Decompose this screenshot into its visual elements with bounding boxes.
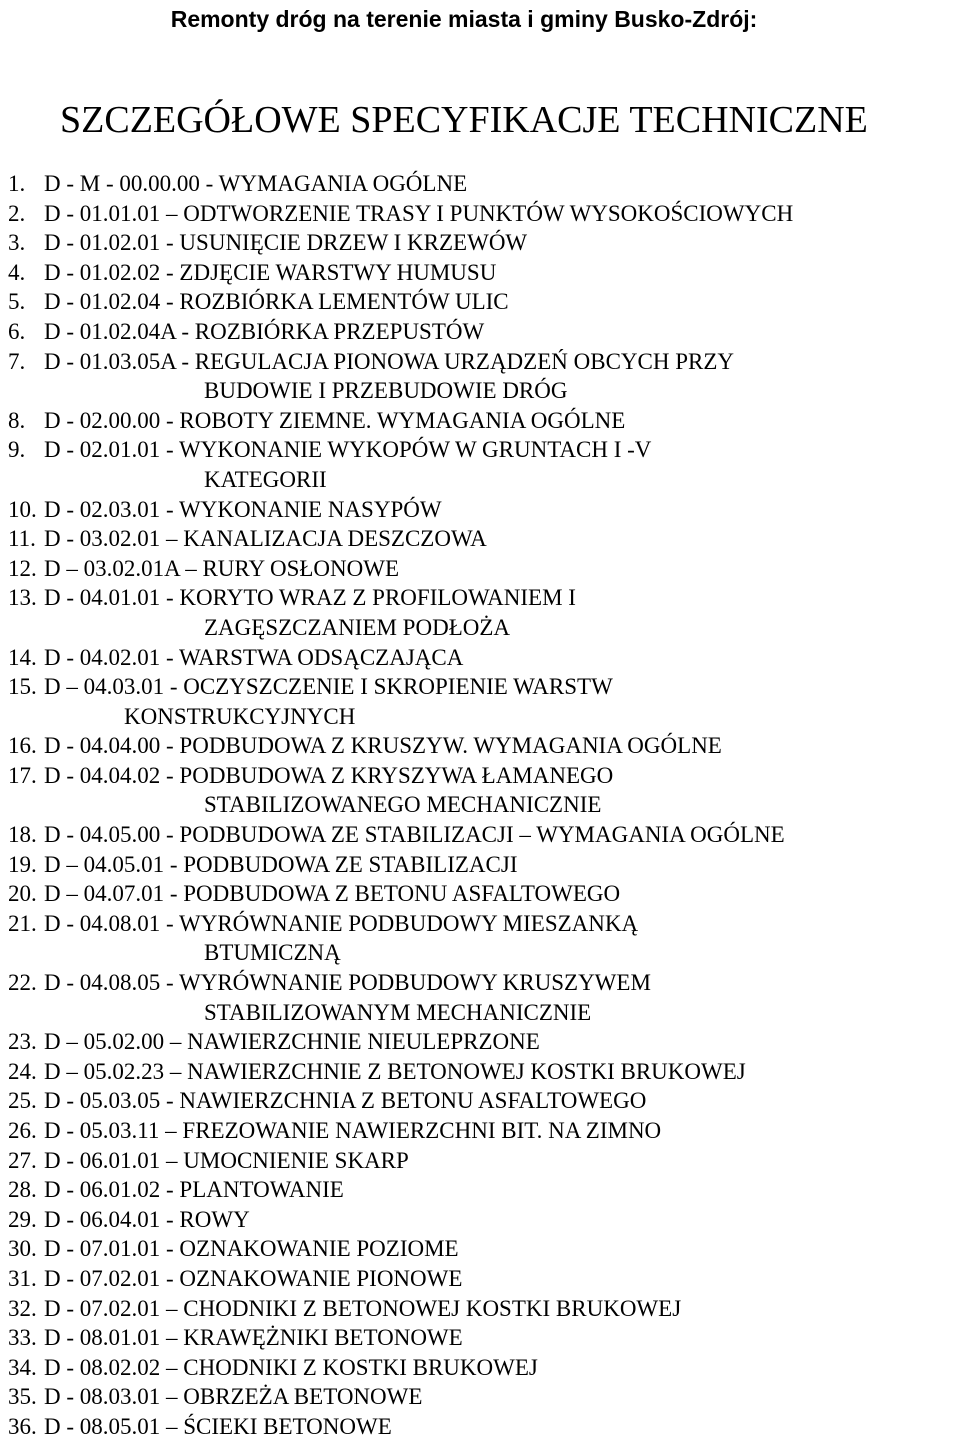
list-item-text: D - 08.01.01 – KRAWĘŻNIKI BETONOWE: [44, 1325, 463, 1351]
list-item-number: 29.: [8, 1206, 37, 1232]
list-item: [8, 1027, 958, 1057]
list-item: [8, 554, 958, 584]
list-item-number: 32.: [8, 1295, 37, 1321]
list-item-text: D - 01.02.02 - ZDJĘCIE WARSTWY HUMUSU: [44, 259, 497, 285]
list-item-text: D – 04.07.01 - PODBUDOWA Z BETONU ASFALTOWEGO: [44, 881, 621, 907]
list-item: [8, 761, 958, 791]
list-item-number: 28.: [8, 1177, 37, 1203]
list-item-text: D - 04.04.00 - PODBUDOWA Z KRUSZYW. WYMAGANIA OGÓLNE: [44, 733, 722, 759]
list-item-number: 8.: [8, 407, 26, 433]
list-item-text: D - 04.04.02 - PODBUDOWA Z KRYSZYWA ŁAMANEGO: [44, 762, 614, 788]
list-item-number: 18.: [8, 822, 37, 848]
list-item-text: D - M - 00.00.00 - WYMAGANIA OGÓLNE: [44, 171, 468, 196]
list-item-text: D – 04.03.01 - OCZYSZCZENIE I SKROPIENIE WARSTW: [44, 674, 613, 700]
list-item: [8, 228, 958, 258]
list-item: [8, 169, 958, 199]
list-item: [8, 1323, 958, 1353]
list-item-text: D - 05.03.05 - NAWIERZCHNIA Z BETONU ASFALTOWEGO: [44, 1088, 647, 1114]
list-item-number: 35.: [8, 1384, 37, 1410]
list-item-continuation: [8, 938, 958, 968]
list-item-text: D - 02.00.00 - ROBOTY ZIEMNE. WYMAGANIA OGÓLNE: [44, 407, 626, 433]
list-item-number: 5.: [8, 289, 26, 315]
list-item: [8, 406, 958, 436]
list-item-text: D - 06.01.02 - PLANTOWANIE: [44, 1177, 344, 1203]
list-item-text: ZAGĘSZCZANIEM PODŁOŻA: [204, 614, 511, 640]
list-item-number: 1.: [8, 171, 26, 196]
list-item-text: D – 04.05.01 - PODBUDOWA ZE STABILIZACJI: [44, 851, 518, 877]
list-item: [8, 1353, 958, 1383]
list-item-number: 13.: [8, 585, 37, 611]
list-item: [8, 1412, 958, 1442]
page-title: SZCZEGÓŁOWE SPECYFIKACJE TECHNICZNE: [60, 99, 868, 141]
spec-list: [8, 169, 958, 1442]
list-item: [8, 1264, 958, 1294]
list-item-number: 33.: [8, 1325, 37, 1351]
list-item-number: 11.: [8, 526, 36, 552]
list-item: [8, 879, 958, 909]
list-item: [8, 287, 958, 317]
list-item: [8, 820, 958, 850]
list-item-number: 26.: [8, 1118, 37, 1143]
list-item: [8, 1057, 958, 1087]
list-item-number: 4.: [8, 259, 26, 285]
list-item-continuation: [8, 613, 958, 643]
list-item: [8, 347, 958, 377]
list-item-continuation: [8, 998, 958, 1028]
list-item-text: D - 02.03.01 - WYKONANIE NASYPÓW: [44, 496, 442, 522]
list-item-text: D - 01.02.04 - ROZBIÓRKA LEMENTÓW ULIC: [44, 289, 509, 315]
list-item-text: D - 07.02.01 – CHODNIKI Z BETONOWEJ KOSTKI BRUKOWEJ: [44, 1295, 682, 1321]
document-header: Remonty dróg na terenie miasta i gminy Busko-Zdrój:: [170, 6, 758, 32]
list-item-number: 20.: [8, 881, 37, 907]
list-item-number: 36.: [8, 1413, 37, 1439]
list-item-number: 16.: [8, 733, 37, 759]
list-item-number: 19.: [8, 851, 37, 877]
list-item-number: 9.: [8, 437, 26, 463]
list-item-text: D - 08.03.01 – OBRZEŻA BETONOWE: [44, 1384, 423, 1410]
list-item: [8, 1294, 958, 1324]
list-item-number: 24.: [8, 1058, 37, 1084]
list-item-text: D - 04.02.01 - WARSTWA ODSĄCZAJĄCA: [44, 644, 464, 670]
list-item: [8, 643, 958, 673]
list-item-text: KATEGORII: [204, 466, 327, 492]
list-item-text: D - 04.01.01 - KORYTO WRAZ Z PROFILOWANIEM I: [44, 585, 576, 611]
list-item: [8, 909, 958, 939]
list-item: [8, 317, 958, 347]
list-item-number: 34.: [8, 1354, 37, 1380]
list-item: [8, 850, 958, 880]
list-item: [8, 435, 958, 465]
list-item: [8, 672, 958, 702]
list-item-continuation: [8, 465, 958, 495]
list-item: [8, 1175, 958, 1205]
list-item-text: BTUMICZNĄ: [204, 940, 341, 966]
list-item: [8, 1086, 958, 1116]
list-item: [8, 1116, 958, 1146]
list-item-number: 31.: [8, 1265, 37, 1291]
list-item-text: STABILIZOWANYM MECHANICZNIE: [204, 999, 592, 1025]
list-item-number: 30.: [8, 1236, 37, 1262]
list-item-number: 17.: [8, 762, 37, 788]
list-item: [8, 583, 958, 613]
list-item-text: D - 06.04.01 - ROWY: [44, 1206, 250, 1232]
list-item: [8, 495, 958, 525]
list-item: [8, 258, 958, 288]
list-item-text: D - 05.03.11 – FREZOWANIE NAWIERZCHNI BIT. NA ZIMNO: [44, 1118, 662, 1143]
list-item-number: 6.: [8, 318, 26, 344]
list-item: [8, 199, 958, 229]
list-item-text: D - 02.01.01 - WYKONANIE WYKOPÓW W GRUNTACH I -V: [44, 437, 652, 463]
list-item-number: 21.: [8, 910, 37, 936]
list-item-number: 23.: [8, 1029, 37, 1055]
list-item-number: 22.: [8, 970, 37, 996]
list-item: [8, 731, 958, 761]
list-item: [8, 968, 958, 998]
list-item: [8, 1382, 958, 1412]
list-item-text: STABILIZOWANEGO MECHANICZNIE: [204, 792, 602, 818]
list-item-number: 25.: [8, 1088, 37, 1114]
list-item: [8, 1205, 958, 1235]
list-item-text: D - 01.03.05A - REGULACJA PIONOWA URZĄDZEŃ OBCYCH PRZY: [44, 348, 735, 374]
list-item-text: BUDOWIE I PRZEBUDOWIE DRÓG: [204, 378, 568, 404]
list-item-text: D - 04.08.05 - WYRÓWNANIE PODBUDOWY KRUSZYWEM: [44, 970, 651, 996]
list-item-continuation: [8, 790, 958, 820]
list-item-text: D – 05.02.23 – NAWIERZCHNIE Z BETONOWEJ KOSTKI BRUKOWEJ: [44, 1058, 746, 1084]
list-item-text: KONSTRUKCYJNYCH: [124, 703, 356, 729]
list-item-number: 3.: [8, 230, 26, 256]
list-item-text: D - 03.02.01 – KANALIZACJA DESZCZOWA: [44, 526, 487, 552]
list-item-number: 27.: [8, 1147, 37, 1173]
list-item-text: D - 06.01.01 – UMOCNIENIE SKARP: [44, 1147, 409, 1173]
list-item-text: D - 04.05.00 - PODBUDOWA ZE STABILIZACJI – WYMAGANIA OGÓLNE: [44, 822, 785, 848]
list-item-text: D - 07.01.01 - OZNAKOWANIE POZIOME: [44, 1236, 459, 1262]
list-item-continuation: [8, 376, 958, 406]
list-item-text: D - 01.01.01 – ODTWORZENIE TRASY I PUNKTÓW WYSOKOŚCIOWYCH: [44, 200, 794, 226]
list-item-number: 10.: [8, 496, 37, 522]
list-item-number: 12.: [8, 555, 37, 581]
list-item-continuation: [8, 702, 958, 732]
list-item: [8, 1234, 958, 1264]
list-item-text: D - 01.02.01 - USUNIĘCIE DRZEW I KRZEWÓW: [44, 230, 528, 256]
list-item-text: D - 08.05.01 – ŚCIEKI BETONOWE: [44, 1413, 392, 1439]
list-item-number: 15.: [8, 674, 37, 700]
list-item: [8, 1146, 958, 1176]
list-item-text: D - 01.02.04A - ROZBIÓRKA PRZEPUSTÓW: [44, 318, 485, 344]
list-item-text: D - 04.08.01 - WYRÓWNANIE PODBUDOWY MIESZANKĄ: [44, 910, 639, 936]
list-item: [8, 524, 958, 554]
list-item-text: D – 03.02.01A – RURY OSŁONOWE: [44, 555, 400, 581]
list-item-text: D – 05.02.00 – NAWIERZCHNIE NIEULEPRZONE: [44, 1029, 540, 1055]
list-item-number: 14.: [8, 644, 37, 670]
list-item-text: D - 08.02.02 – CHODNIKI Z KOSTKI BRUKOWEJ: [44, 1354, 538, 1380]
list-item-number: 7.: [8, 348, 26, 374]
list-item-text: D - 07.02.01 - OZNAKOWANIE PIONOWE: [44, 1265, 463, 1291]
list-item-number: 2.: [8, 200, 26, 226]
